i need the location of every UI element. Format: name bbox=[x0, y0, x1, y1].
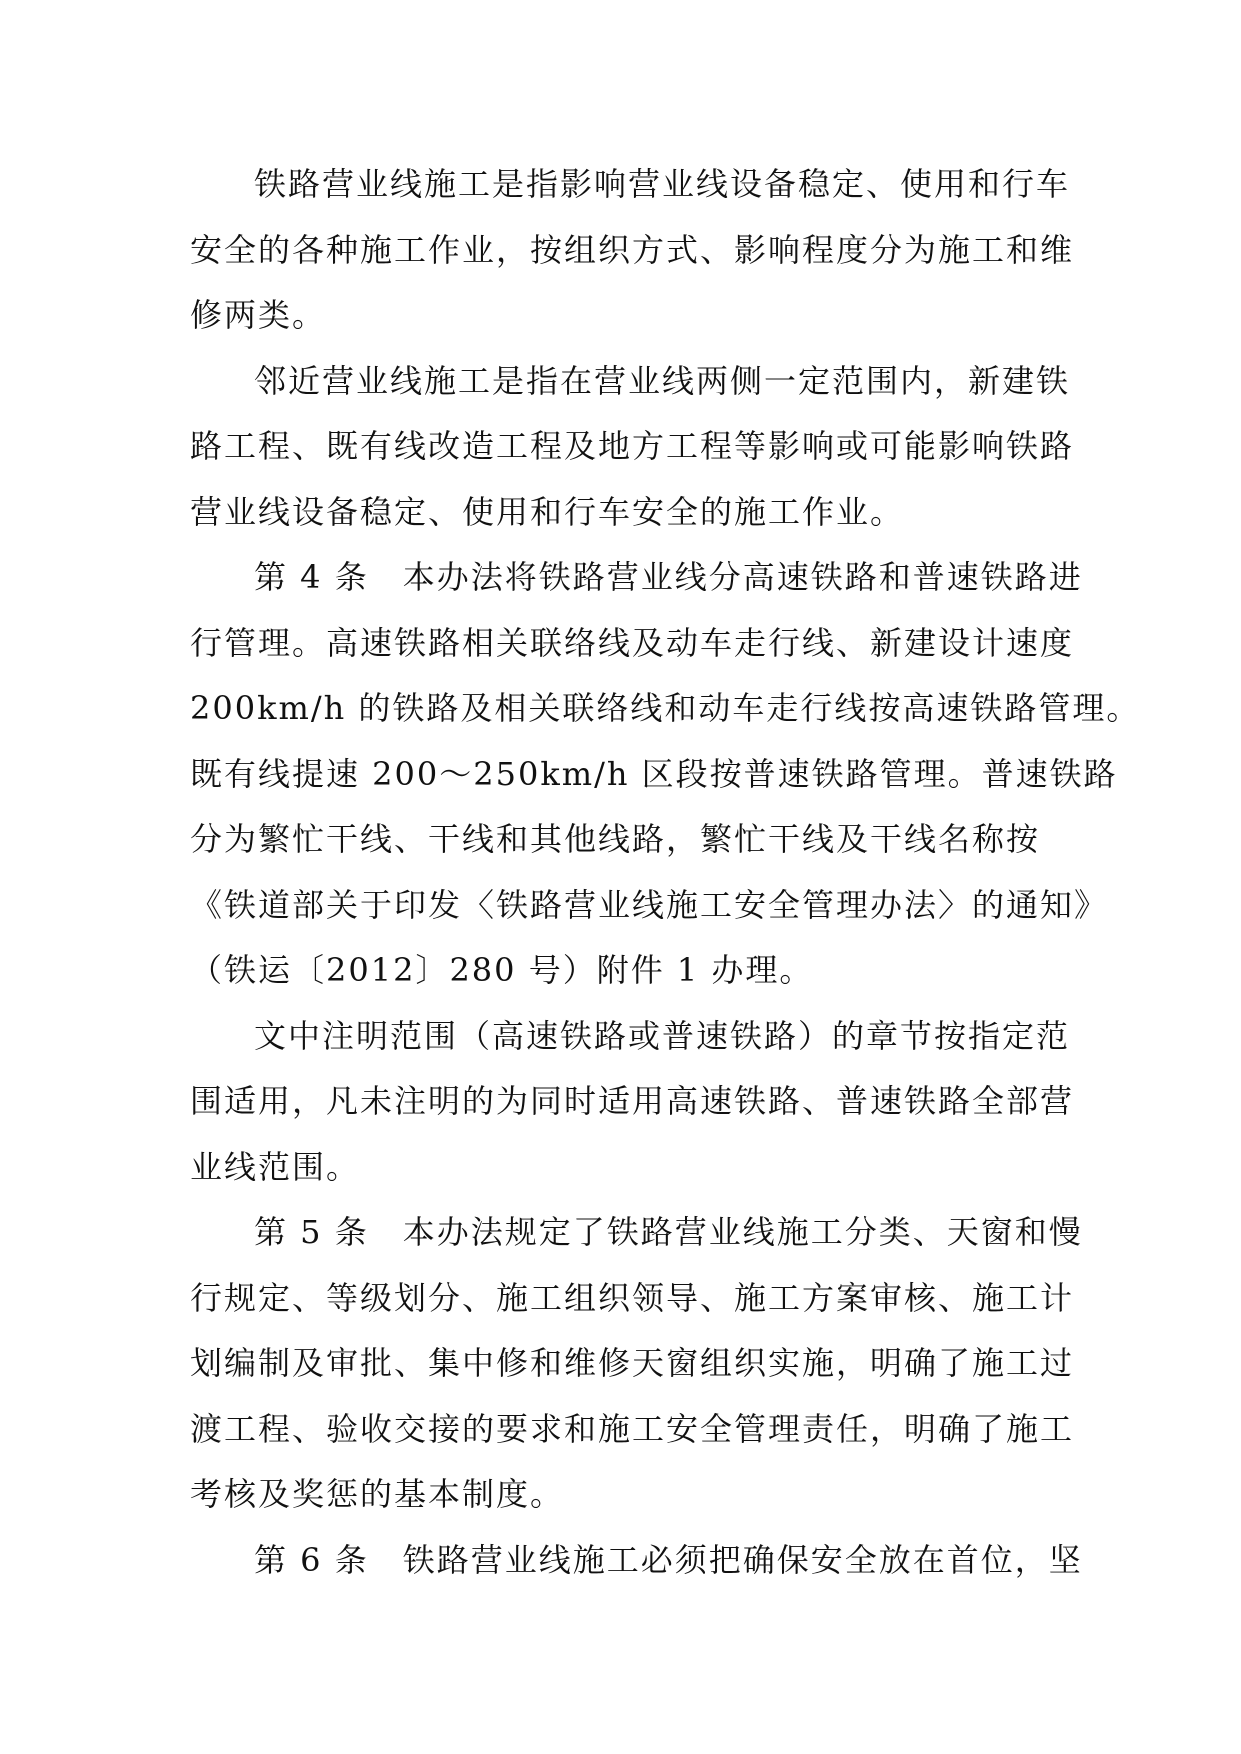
article-4-line: 第 4 条 本办法将铁路营业线分高速铁路和普速铁路进 bbox=[254, 558, 1083, 596]
paragraph-line: 安全的各种施工作业，按组织方式、影响程度分为施工和维 bbox=[190, 230, 1075, 269]
paragraph-line: 修两类。 bbox=[190, 296, 327, 334]
paragraph-line: 行管理。高速铁路相关联络线及动车走行线、新建设计速度 bbox=[190, 623, 1075, 662]
paragraph-line: （铁运〔2012〕280 号）附件 1 办理。 bbox=[190, 951, 814, 989]
article-6-line: 第 6 条 铁路营业线施工必须把确保安全放在首位，坚 bbox=[254, 1540, 1083, 1579]
paragraph-line: 行规定、等级划分、施工组织领导、施工方案审核、施工计 bbox=[190, 1278, 1075, 1317]
paragraph-line: 划编制及审批、集中修和维修天窗组织实施，明确了施工过 bbox=[190, 1344, 1075, 1382]
paragraph-line: 营业线设备稳定、使用和行车安全的施工作业。 bbox=[190, 492, 905, 531]
paragraph-line: 分为繁忙干线、干线和其他线路，繁忙干线及干线名称按 bbox=[190, 820, 1041, 858]
paragraph-line: 文中注明范围（高速铁路或普速铁路）的章节按指定范 bbox=[254, 1016, 1071, 1055]
paragraph-line: 铁路营业线施工是指影响营业线设备稳定、使用和行车 bbox=[254, 165, 1071, 203]
paragraph-line: 考核及奖惩的基本制度。 bbox=[190, 1475, 565, 1513]
paragraph-line: 既有线提速 200～250km/h 区段按普速铁路管理。普速铁路 bbox=[190, 754, 1118, 793]
paragraph-line: 《铁道部关于印发〈铁路营业线施工安全管理办法〉的通知》 bbox=[190, 885, 1109, 924]
paragraph-line: 业线范围。 bbox=[190, 1147, 361, 1186]
paragraph-line: 200km/h 的铁路及相关联络线和动车走行线按高速铁路管理。 bbox=[190, 689, 1141, 727]
paragraph-line: 路工程、既有线改造工程及地方工程等影响或可能影响铁路 bbox=[190, 427, 1075, 465]
article-5-line: 第 5 条 本办法规定了铁路营业线施工分类、天窗和慢 bbox=[254, 1213, 1083, 1251]
paragraph-line: 围适用，凡未注明的为同时适用高速铁路、普速铁路全部营 bbox=[190, 1082, 1075, 1120]
document-body bbox=[190, 152, 1141, 1593]
paragraph-line: 邻近营业线施工是指在营业线两侧一定范围内，新建铁 bbox=[254, 361, 1071, 400]
paragraph-line: 渡工程、验收交接的要求和施工安全管理责任，明确了施工 bbox=[190, 1409, 1075, 1448]
